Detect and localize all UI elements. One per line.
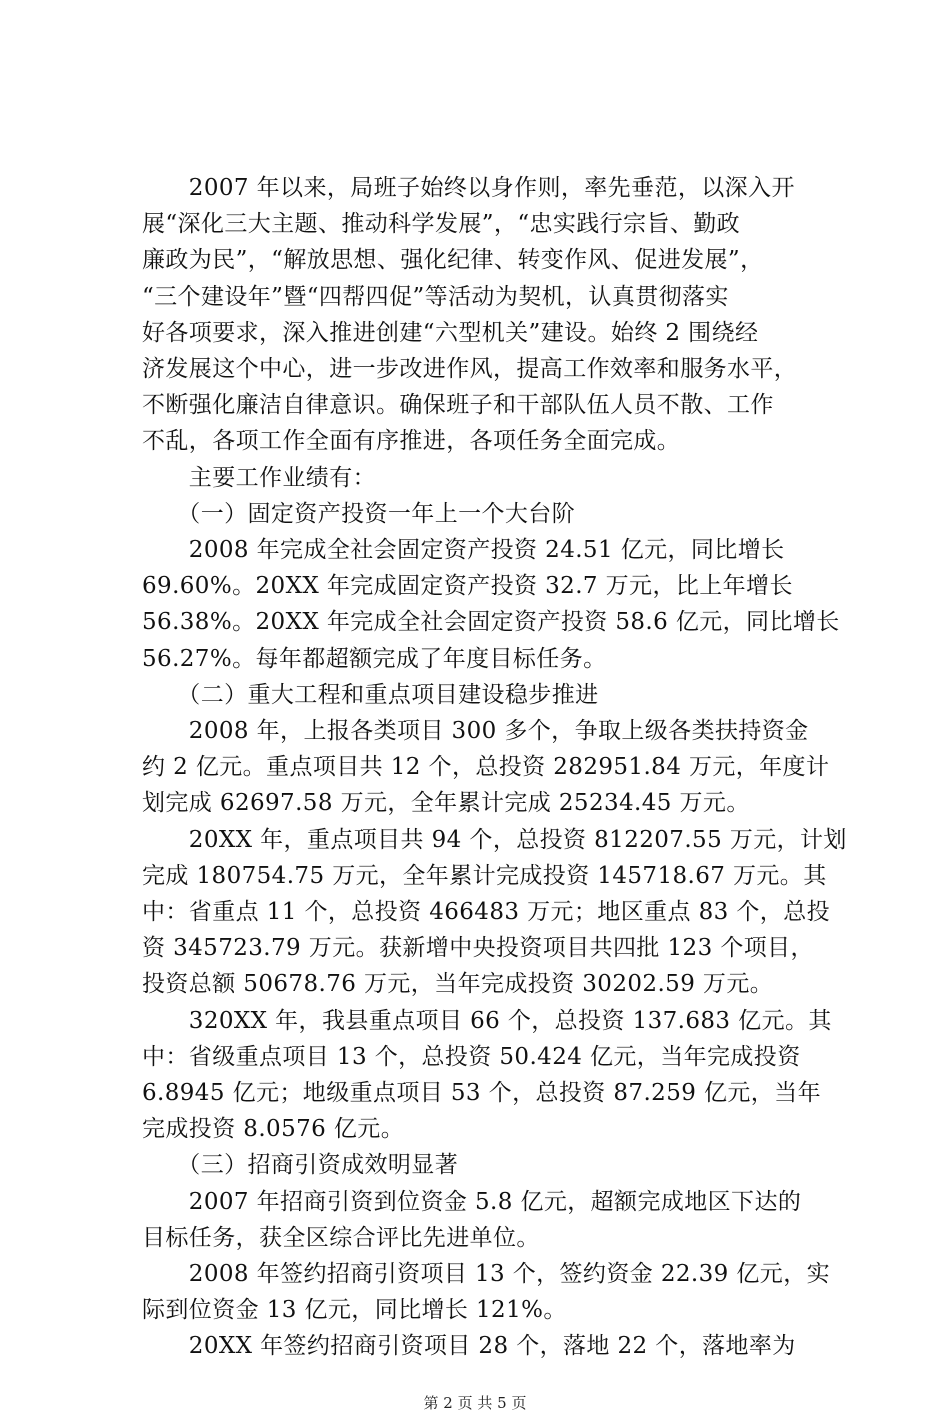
text-line: 廉政为民”，“解放思想、强化纪律、转变作风、促进发展”，: [142, 247, 764, 274]
section-heading: （二）重大工程和重点项目建设稳步推进: [142, 681, 599, 708]
text-line: 2008 年，上报各类项目 300 多个，争取上级各类扶持资金: [142, 718, 809, 744]
text-line: 完成 180754.75 万元，全年累计完成投资 145718.67 万元。其: [142, 862, 827, 889]
text-line: 展“深化三大主题、推动科学发展”，“忠实践行宗旨、勤政: [142, 211, 741, 238]
text-line: 约 2 亿元。重点项目共 12 个，总投资 282951.84 万元，年度计: [142, 754, 830, 781]
text-line: 2007 年招商引资到位资金 5.8 亿元，超额完成地区下达的: [142, 1188, 802, 1215]
text-line: 完成投资 8.0576 亿元。: [142, 1116, 405, 1143]
text-line: 中：省级重点项目 13 个，总投资 50.424 亿元，当年完成投资: [142, 1043, 801, 1070]
page-footer: 第 2 页 共 5 页: [423, 1393, 527, 1412]
text-line: 不断强化廉洁自律意识。确保班子和干部队伍人员不散、工作: [142, 392, 774, 419]
text-line: 划完成 62697.58 万元，全年累计完成 25234.45 万元。: [142, 790, 750, 817]
text-line: 20XX 年签约招商引资项目 28 个，落地 22 个，落地率为: [142, 1333, 796, 1360]
text-line: 中：省重点 11 个，总投资 466483 万元；地区重点 83 个，总投: [142, 899, 830, 925]
text-line: 2007 年以来，局班子始终以身作则，率先垂范，以深入开: [142, 175, 795, 201]
section-heading: （三）招商引资成效明显著: [142, 1152, 459, 1179]
text-line: 投资总额 50678.76 万元，当年完成投资 30202.59 万元。: [142, 971, 774, 998]
text-line: 主要工作业绩有：: [142, 464, 376, 491]
text-line: 际到位资金 13 亿元，同比增长 121%。: [142, 1297, 567, 1324]
text-line: 56.38%。20XX 年完成全社会固定资产投资 58.6 亿元，同比增长: [142, 609, 840, 636]
text-line: 不乱，各项工作全面有序推进，各项任务全面完成。: [142, 428, 681, 455]
text-line: 69.60%。20XX 年完成固定资产投资 32.7 万元，比上年增长: [142, 573, 793, 600]
text-line: 济发展这个中心，进一步改进作风，提高工作效率和服务水平，: [142, 356, 798, 382]
text-line: 20XX 年，重点项目共 94 个，总投资 812207.55 万元，计划: [142, 826, 847, 853]
text-line: 320XX 年，我县重点项目 66 个，总投资 137.683 亿元。其: [142, 1007, 832, 1034]
text-line: 2008 年完成全社会固定资产投资 24.51 亿元，同比增长: [142, 537, 785, 563]
text-line: “三个建设年”暨“四帮四促”等活动为契机，认真贯彻落实: [142, 283, 729, 310]
text-line: 56.27%。每年都超额完成了年度目标任务。: [142, 645, 607, 672]
section-heading: （一）固定资产投资一年上一个大台阶: [142, 500, 576, 527]
text-line: 好各项要求，深入推进创建“六型机关”建设。始终 2 围绕经: [142, 319, 759, 346]
text-line: 6.8945 亿元；地级重点项目 53 个，总投资 87.259 亿元，当年: [142, 1080, 821, 1106]
text-line: 2008 年签约招商引资项目 13 个，签约资金 22.39 亿元，实: [142, 1261, 830, 1287]
text-line: 目标任务，获全区综合评比先进单位。: [142, 1224, 540, 1251]
text-line: 资 345723.79 万元。获新增中央投资项目共四批 123 个项目，: [142, 935, 814, 962]
